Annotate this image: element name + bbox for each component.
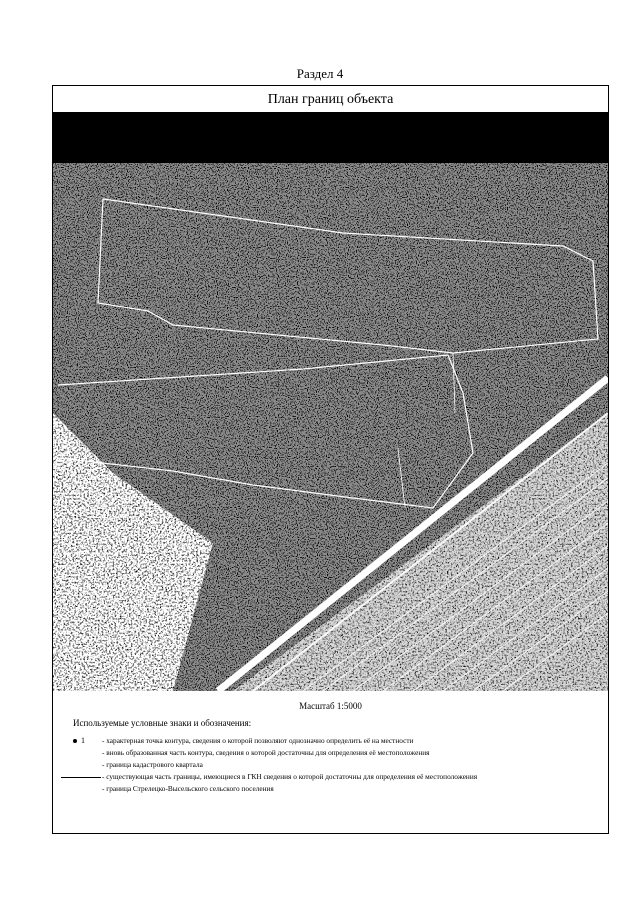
legend-text: - вновь образованная часть контура, сведения о которой достаточны для определения её местоположения <box>102 748 430 757</box>
legend-symbol <box>53 759 101 771</box>
legend-item-quarter-boundary <box>53 759 610 771</box>
legend-text: - граница Стрелецко-Высельского сельского поселения <box>102 784 274 793</box>
legend-text: - граница кадастрового квартала <box>102 760 203 769</box>
section-title: Раздел 4 <box>296 66 344 81</box>
legend-item-point <box>53 735 610 747</box>
point-number: 1 <box>81 736 85 745</box>
legend-heading: Используемые условные знаки и обозначения: <box>73 718 252 728</box>
legend-symbol <box>53 747 101 759</box>
boundary-line-icon <box>61 777 101 778</box>
legend-symbol <box>53 735 101 747</box>
point-marker-icon <box>73 739 77 743</box>
legend-item-existing-boundary <box>53 771 610 783</box>
aerial-map[interactable] <box>53 113 608 691</box>
legend-item-new-contour <box>53 747 610 759</box>
legend-text: - характерная точка контура, сведения о которой позволяют однозначно определить её на местности <box>102 736 414 745</box>
legend-text: - существующая часть границы, имеющиеся в ГКН сведения о которой достаточны для определения её местоположения <box>102 772 478 781</box>
plan-frame <box>52 85 609 834</box>
scale-label: Масштаб 1:5000 <box>299 701 362 711</box>
legend-item-settlement-boundary <box>53 783 610 795</box>
plan-title: План границ объекта <box>53 86 608 113</box>
legend-symbol <box>53 771 101 783</box>
legend-symbol <box>53 783 101 795</box>
